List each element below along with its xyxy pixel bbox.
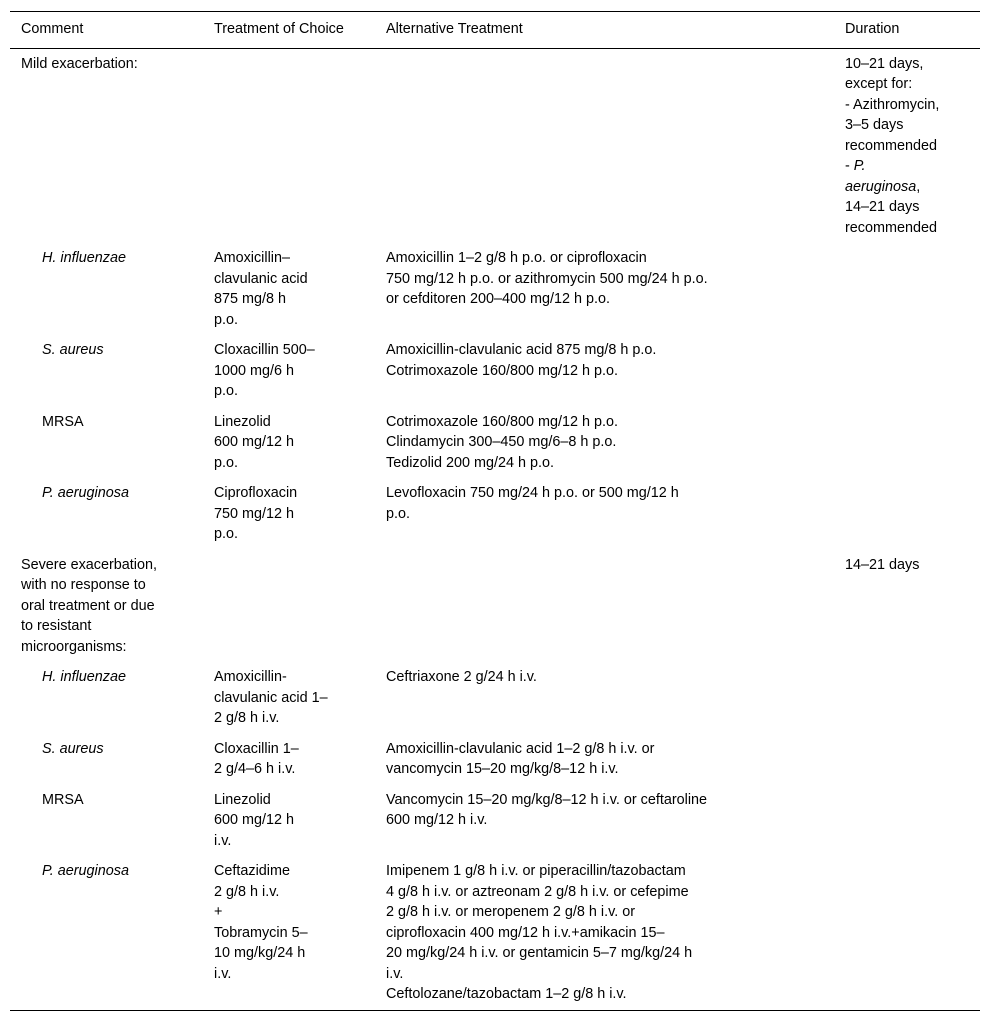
duration-line: [845, 115, 980, 136]
text-line: Cotrimoxazole 160/800 mg/12 h p.o.: [386, 362, 618, 379]
text-line: 4 g/8 h i.v. or aztreonam 2 g/8 h i.v. or cefepime: [386, 883, 689, 900]
text-line: 2 g/4–6 h i.v.: [214, 761, 296, 777]
organism-cell: H. influenzae: [42, 250, 126, 266]
header-alternative-treatment: Alternative Treatment: [386, 21, 523, 37]
duration-line: [845, 54, 980, 75]
alternative-treatment-cell: [375, 335, 834, 407]
duration-text: 14–21 days: [845, 556, 920, 573]
duration-text: 3–5 days: [845, 117, 904, 133]
alternative-treatment-cell: [375, 407, 834, 479]
text-line: vancomycin 15–20 mg/kg/8–12 h i.v.: [386, 761, 619, 777]
text-line: ciprofloxacin 400 mg/12 h i.v.+amikacin 15–: [386, 924, 665, 941]
text-line: Cotrimoxazole 160/800 mg/12 h p.o.: [386, 413, 618, 430]
section-row: [10, 48, 980, 243]
empty-cell: [834, 856, 980, 1010]
text-line: clavulanic acid 1–: [214, 689, 328, 706]
text-line: 10 mg/kg/24 h: [214, 945, 306, 961]
duration-line: [845, 136, 980, 157]
duration-line: [845, 156, 980, 177]
duration-line: [845, 197, 980, 218]
empty-cell: [834, 335, 980, 407]
alternative-treatment-cell: [375, 243, 834, 335]
text-line: 20 mg/kg/24 h i.v. or gentamicin 5–7 mg/kg/24 h: [386, 945, 693, 961]
duration-line: [845, 218, 980, 239]
text-line: Imipenem 1 g/8 h i.v. or piperacillin/tazobactam: [386, 863, 686, 879]
organism-cell: MRSA: [42, 413, 84, 430]
table-body: [10, 48, 980, 1010]
text-line: p.o.: [214, 383, 239, 399]
empty-cell: [834, 243, 980, 335]
text-line: i.v.: [214, 832, 232, 849]
text-line: Ceftazidime: [214, 863, 290, 879]
treatment-of-choice-cell: [203, 856, 375, 1010]
empty-cell: [203, 550, 375, 663]
organism-cell: P. aeruginosa: [42, 485, 129, 501]
duration-text: recommended: [845, 137, 937, 154]
duration-text: ,: [916, 178, 921, 195]
text-line: Tedizolid 200 mg/24 h p.o.: [386, 454, 554, 471]
duration-text: - Azithromycin,: [845, 96, 940, 113]
text-line: Ciprofloxacin: [214, 485, 298, 501]
text-line: 2 g/8 h i.v.: [214, 710, 280, 726]
text-line: Clindamycin 300–450 mg/6–8 h p.o.: [386, 434, 617, 450]
alternative-treatment-cell: [375, 856, 834, 1010]
empty-cell: [834, 734, 980, 785]
duration-text: 10–21 days,: [845, 55, 924, 72]
treatment-of-choice-cell: [203, 734, 375, 785]
duration-line: [845, 74, 980, 95]
treatment-of-choice-cell: [203, 478, 375, 550]
text-line: Linezolid: [214, 791, 271, 808]
treatment-of-choice-cell: [203, 335, 375, 407]
header-treatment-of-choice: Treatment of Choice: [214, 21, 344, 37]
treatment-of-choice-cell: [203, 407, 375, 479]
text-line: Amoxicillin-clavulanic acid 875 mg/8 h p.o.: [386, 342, 657, 358]
empty-cell: [834, 785, 980, 857]
organism-cell: S. aureus: [42, 740, 104, 757]
text-line: Cloxacillin 1–: [214, 740, 299, 757]
text-line: clavulanic acid: [214, 270, 308, 287]
treatment-table: [10, 11, 980, 1011]
empty-cell: [834, 662, 980, 734]
table-row: [10, 734, 980, 785]
table-row: [10, 243, 980, 335]
text-line: with no response to: [21, 577, 146, 593]
text-line: Severe exacerbation,: [21, 556, 157, 573]
empty-cell: [375, 550, 834, 663]
treatment-of-choice-cell: [203, 243, 375, 335]
text-line: Levofloxacin 750 mg/24 h p.o. or 500 mg/12 h: [386, 485, 679, 501]
duration-text: except for:: [845, 76, 913, 92]
text-line: to resistant: [21, 618, 92, 634]
alternative-treatment-cell: [375, 662, 834, 734]
header-duration: Duration: [845, 21, 900, 37]
text-line: p.o.: [386, 505, 411, 522]
text-line: oral treatment or due: [21, 597, 155, 614]
text-line: p.o.: [214, 526, 239, 542]
empty-cell: [834, 407, 980, 479]
text-line: Cloxacillin 500–: [214, 342, 315, 358]
text-line: 2 g/8 h i.v.: [214, 883, 280, 900]
text-line: Vancomycin 15–20 mg/kg/8–12 h i.v. or ceftaroline: [386, 791, 708, 808]
text-line: 2 g/8 h i.v. or meropenem 2 g/8 h i.v. or: [386, 904, 636, 920]
section-duration: [834, 48, 980, 243]
table-row: [10, 785, 980, 857]
text-line: Mild exacerbation:: [21, 55, 138, 72]
text-line: 600 mg/12 h: [214, 812, 295, 828]
organism-cell: MRSA: [42, 791, 84, 808]
text-line: or cefditoren 200–400 mg/12 h p.o.: [386, 291, 611, 307]
text-line: Amoxicillin–: [214, 250, 290, 266]
table-row: [10, 407, 980, 479]
text-line: Amoxicillin-clavulanic acid 1–2 g/8 h i.v. or: [386, 740, 655, 757]
duration-text: P.: [853, 158, 866, 174]
section-title: [10, 550, 203, 663]
duration-line: [845, 95, 980, 116]
text-line: i.v.: [214, 965, 232, 982]
duration-text: aeruginosa: [845, 178, 917, 195]
text-line: Ceftolozane/tazobactam 1–2 g/8 h i.v.: [386, 986, 627, 1002]
table-row: [10, 662, 980, 734]
table-row: [10, 335, 980, 407]
text-line: Amoxicillin 1–2 g/8 h p.o. or ciprofloxacin: [386, 250, 647, 266]
text-line: +: [214, 904, 223, 920]
text-line: Tobramycin 5–: [214, 924, 308, 941]
empty-cell: [834, 478, 980, 550]
text-line: p.o.: [214, 454, 239, 471]
alternative-treatment-cell: [375, 785, 834, 857]
section-title: [10, 48, 203, 243]
empty-cell: [203, 48, 375, 243]
alternative-treatment-cell: [375, 734, 834, 785]
duration-line: [845, 177, 980, 198]
text-line: Ceftriaxone 2 g/24 h i.v.: [386, 669, 537, 685]
text-line: Amoxicillin-: [214, 669, 287, 685]
treatment-of-choice-cell: [203, 785, 375, 857]
organism-cell: P. aeruginosa: [42, 863, 129, 879]
text-line: Linezolid: [214, 413, 271, 430]
text-line: 600 mg/12 h: [214, 434, 295, 450]
organism-cell: S. aureus: [42, 342, 104, 358]
section-duration: [834, 550, 980, 663]
duration-text: 14–21 days: [845, 199, 920, 215]
text-line: 750 mg/12 h: [214, 505, 295, 522]
alternative-treatment-cell: [375, 478, 834, 550]
empty-cell: [375, 48, 834, 243]
header-row: [10, 12, 980, 49]
duration-text: -: [845, 158, 854, 174]
treatment-of-choice-cell: [203, 662, 375, 734]
text-line: 1000 mg/6 h: [214, 362, 295, 379]
text-line: i.v.: [386, 965, 404, 982]
table-row: [10, 856, 980, 1010]
text-line: 600 mg/12 h i.v.: [386, 812, 488, 828]
text-line: p.o.: [214, 311, 239, 328]
organism-cell: H. influenzae: [42, 669, 126, 685]
header-comment: Comment: [21, 21, 84, 37]
table-row: [10, 478, 980, 550]
section-row: [10, 550, 980, 663]
duration-line: [845, 555, 980, 576]
text-line: microorganisms:: [21, 638, 127, 655]
duration-text: recommended: [845, 219, 937, 236]
text-line: 875 mg/8 h: [214, 291, 287, 307]
text-line: 750 mg/12 h p.o. or azithromycin 500 mg/24 h p.o.: [386, 270, 708, 287]
